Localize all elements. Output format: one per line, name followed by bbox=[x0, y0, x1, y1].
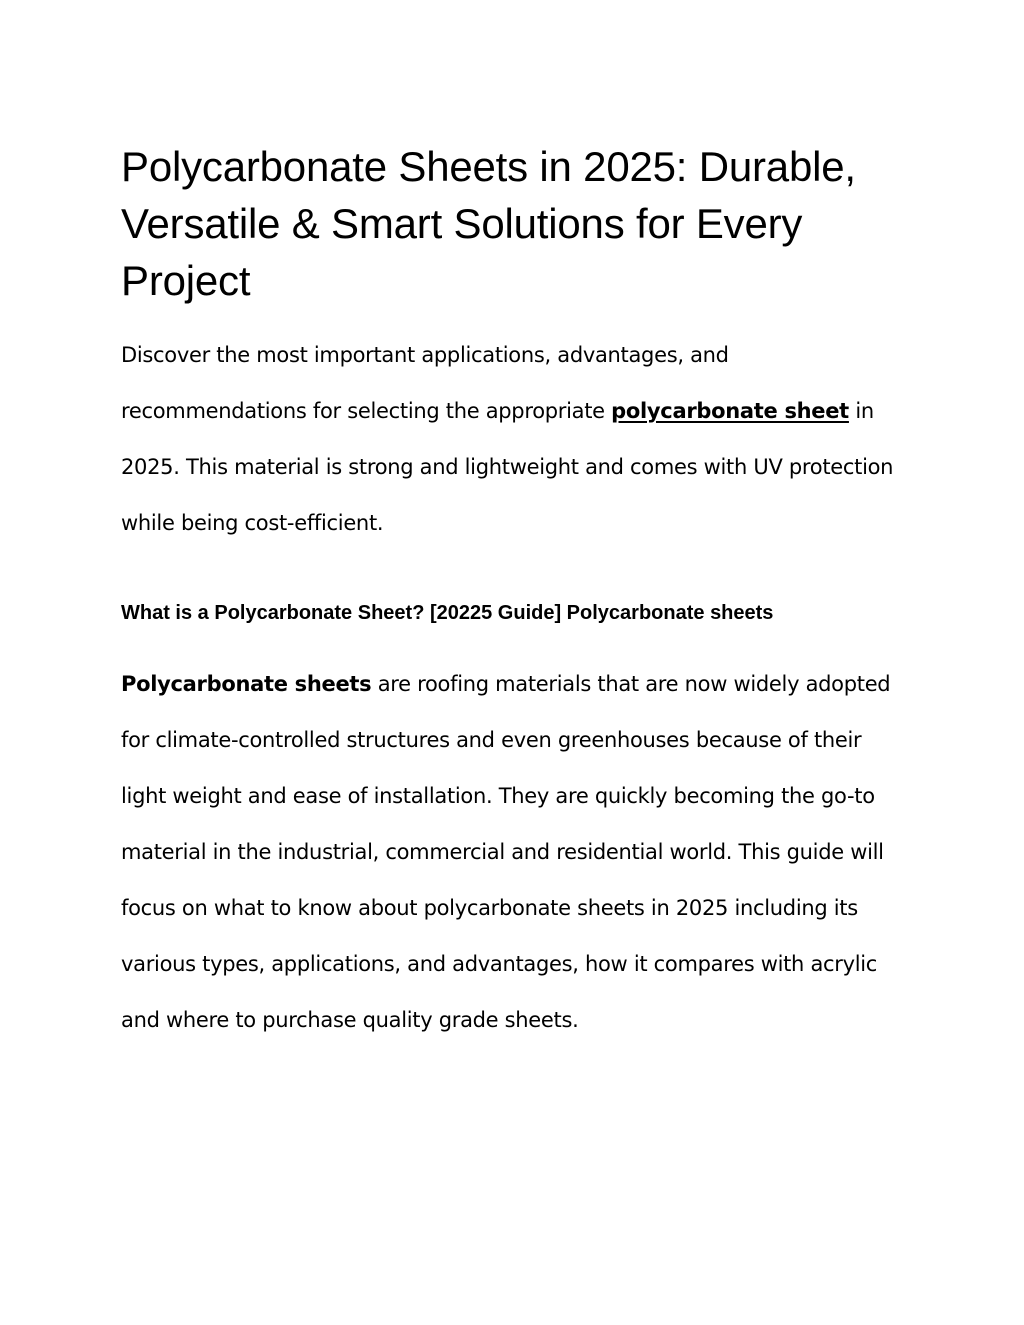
intro-text-after-link: in 2025. This material is strong and lightweight and comes with UV protection while being cost-efficient. bbox=[121, 399, 894, 535]
document-title: Polycarbonate Sheets in 2025: Durable, Versatile & Smart Solutions for Every Project bbox=[121, 143, 856, 304]
intro-paragraph bbox=[121, 327, 901, 551]
body-bold-lead: Polycarbonate sheets bbox=[121, 672, 372, 696]
intro-text-before-link: Discover the most important applications, advantages, and recommendations for selecting the appropriate bbox=[121, 343, 729, 423]
section-heading: What is a Polycarbonate Sheet? [20225 Guide] Polycarbonate sheets bbox=[121, 602, 774, 624]
document-page bbox=[121, 138, 901, 1048]
body-paragraph bbox=[121, 656, 901, 1048]
body-text: are roofing materials that are now widely adopted for climate-controlled structures and even greenhouses because of their light weight and ease of installation. They are quickly becoming the go-to material in the industrial, commercial and residential world. This guide will focus on what to know about polycarbonate sheets in 2025 including its various types, applications, and advantages, how it compares with acrylic and where to purchase quality grade sheets. bbox=[121, 672, 891, 1032]
polycarbonate-sheet-link[interactable]: polycarbonate sheet bbox=[611, 399, 849, 423]
